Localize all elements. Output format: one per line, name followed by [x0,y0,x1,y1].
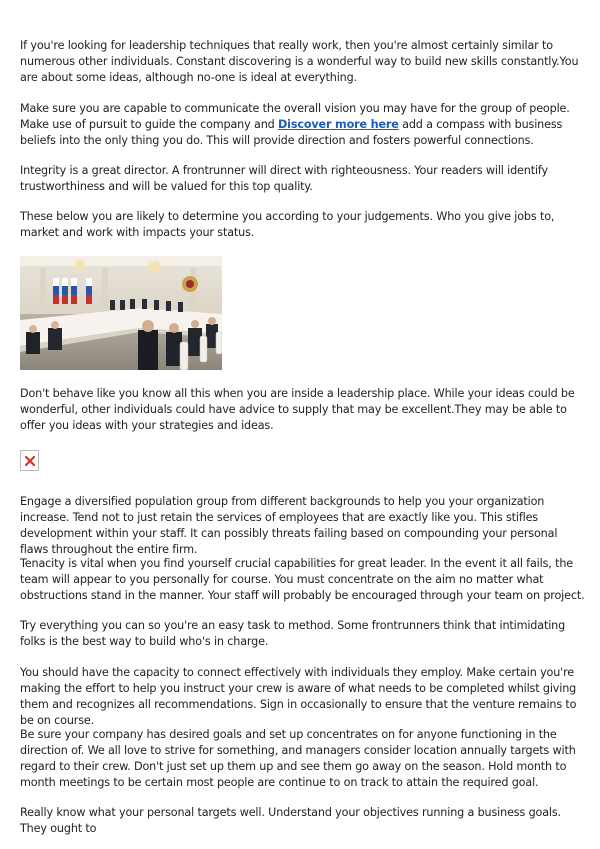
paragraph-5: Don't behave like you know all this when you are inside a leadership place. While your ideas could be wonderful, other individuals could have advice to supply that may be excellent.They may be able to offer you ideas with your strategies and ideas. [20,387,575,432]
broken-image-icon [25,456,35,466]
paragraph-7: Tenacity is vital when you find yourself crucial capabilities for great leader. In the event it all fails, the team will appear to you personally for course. You must concentrate on the aim no matter what obstructions stand in the manner. Your staff will probably be encouraged through your team on project. [20,557,585,602]
paragraph-2 [20,101,585,149]
paragraph-4: These below you are likely to determine you according to your judgements. Who you give jobs to, market and work with impacts your status. [20,210,555,239]
broken-image-placeholder [20,450,39,471]
discover-more-link[interactable]: Discover more here [278,118,399,131]
paragraph-1: If you're looking for leadership techniques that really work, then you're almost certainly similar to numerous other individuals. Constant discovering is a wonderful way to build new skills constantly.You are about some ideas, although no-one is ideal at everything. [20,39,579,84]
paragraph-2-before: Make sure you are capable to communicate the overall vision you may have for the group of people. Make use of pursuit to guide the company and [20,102,570,131]
paragraph-8: Try everything you can so you're an easy task to method. Some frontrunners think that intimidating folks is the best way to build who's in charge. [20,619,566,648]
paragraph-11: Really know what your personal targets well. Understand your objectives running a business goals. They ought to [20,806,561,835]
paragraph-2-after: add a compass with business beliefs into the only thing you do. This will provide direction and fosters powerful connections. [20,118,563,147]
paragraph-9: You should have the capacity to connect effectively with individuals they employ. Make certain you're making the effort to help you instruct your crew is aware of what needs to be completed whilst giving them and recognizes all recommendations. Sign in occasionally to ensure that the venture remains to be on course. [20,666,577,727]
paragraph-3: Integrity is a great director. A frontrunner will direct with righteousness. Your readers will identify trustworthiness and will be valued for this top quality. [20,164,548,193]
paragraph-10: Be sure your company has desired goals and set up concentrates on for anyone functioning in the direction of. We all love to strive for something, and managers consider location annually targets with regard to their crew. Don't just set up them up and see them go away on the season. Hold month to month meetings to be certain most people are continue to on track to attain the required goal. [20,728,576,789]
meeting-photo [20,256,222,370]
paragraph-6: Engage a diversified population group from different backgrounds to help you your organization increase. Tend not to just retain the services of employees that are exactly like you. This stifles development within your staff. It can possibly threats failing based on compounding your personal flaws throughout the entire firm. [20,495,558,556]
